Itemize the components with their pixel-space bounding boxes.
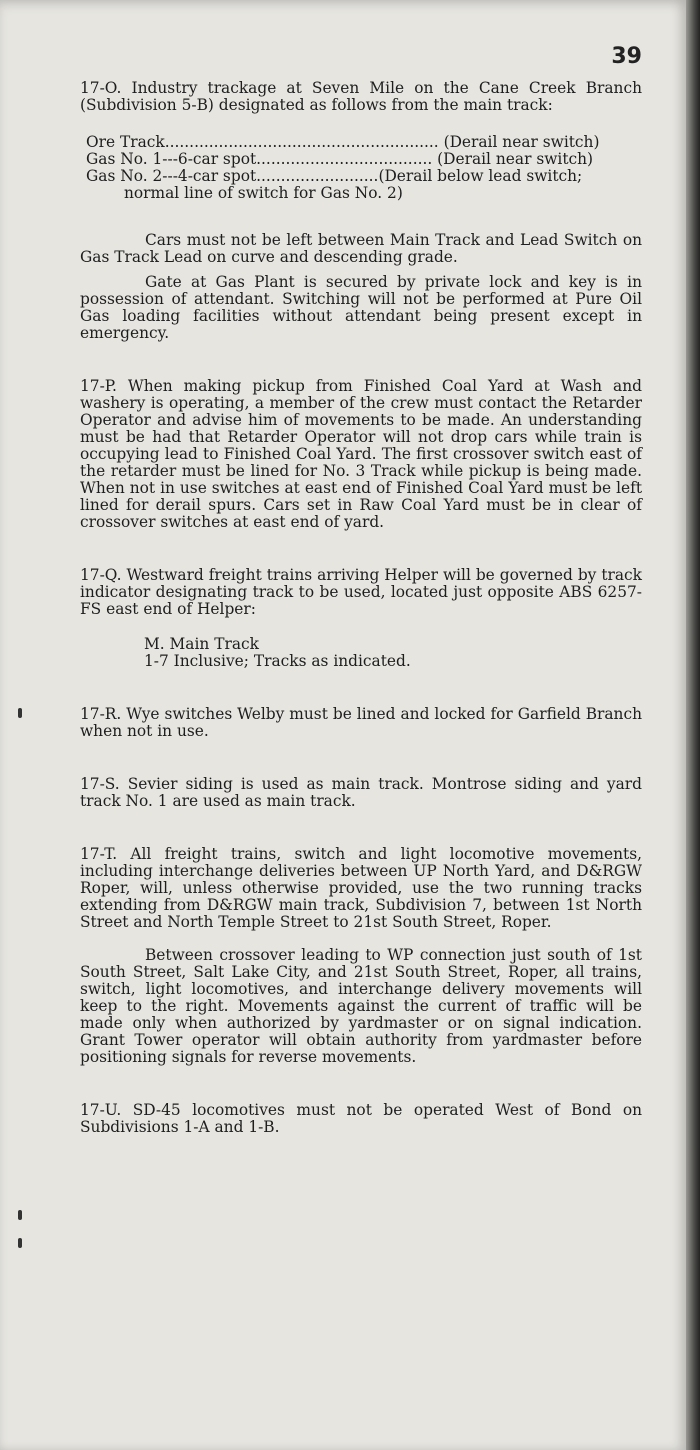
rule-17-s	[80, 776, 642, 810]
track-list	[86, 134, 642, 202]
rule-17-s-text: 17-S. Sevier siding is used as main track. Montrose siding and yard track No. 1 are used as main track.	[80, 775, 642, 810]
rule-17-q-text: 17-Q. Westward freight trains arriving Helper will be governed by track indicator designating track to be used, located just opposite ABS 6257-FS east end of Helper:	[80, 566, 642, 618]
page-number: 39	[611, 44, 642, 69]
binding-mark	[18, 708, 22, 718]
rule-17-u	[80, 1102, 642, 1136]
rule-17-t-para2: Between crossover leading to WP connection just south of 1st South Street, Salt Lake City, and 21st South Street, Roper, all trains, switch, light locomotives, and interchange delivery movements will keep to the right. Movements against the current of traffic will be made only when authorized by yardmaster or on signal indication. Grant Tower operator will obtain authority from yardmaster before positioning signals for reverse movements.	[80, 946, 642, 1066]
rule-17-r	[80, 706, 642, 740]
page-content	[80, 80, 642, 1172]
indicator-main-track: M. Main Track	[144, 635, 259, 653]
rule-17-p	[80, 378, 642, 531]
track-indicator-list	[144, 636, 642, 670]
rule-17-q	[80, 567, 642, 670]
rule-17-p-text: 17-P. When making pickup from Finished Coal Yard at Wash and washery is operating, a member of the crew must contact the Retarder Operator and advise him of movements to be made. An understanding must be had that Retarder Operator will not drop cars while train is occupying lead to Finished Coal Yard. The first crossover switch east of the retarder must be lined for No. 3 Track while pickup is being made. When not in use switches at east end of Finished Coal Yard must be left lined for derail spurs. Cars set in Raw Coal Yard must be in clear of crossover switches at east end of yard.	[80, 377, 642, 531]
track-ore: Ore Track........................................................ (Derail near switch)	[86, 133, 600, 151]
track-gas-2: Gas No. 2---4-car spot.........................(Derail below lead switch;	[86, 167, 583, 185]
track-gas-2-note: normal line of switch for Gas No. 2)	[124, 184, 403, 202]
binding-mark	[18, 1238, 22, 1248]
binding-mark	[18, 1210, 22, 1220]
rule-17-o-text: 17-O. Industry trackage at Seven Mile on the Cane Creek Branch (Subdivision 5-B) designated as follows from the main track:	[80, 79, 642, 114]
rule-17-o	[80, 80, 642, 342]
rule-17-r-text: 17-R. Wye switches Welby must be lined and locked for Garfield Branch when not in use.	[80, 705, 642, 740]
rule-17-t-text: 17-T. All freight trains, switch and light locomotive movements, including interchange deliveries between UP North Yard, and D&RGW Roper, will, unless otherwise provided, use the two running tracks extending from D&RGW main track, Subdivision 7, between 1st North Street and North Temple Street to 21st South Street, Roper.	[80, 845, 642, 931]
track-gas-1: Gas No. 1---6-car spot.................................... (Derail near switch)	[86, 150, 594, 168]
indicator-tracks: 1-7 Inclusive; Tracks as indicated.	[144, 652, 411, 670]
rule-17-o-para2: Gate at Gas Plant is secured by private lock and key is in possession of attendant. Switching will not be performed at Pure Oil Gas loading facilities without attendant being present except in emergency.	[80, 273, 642, 342]
rule-17-o-para1: Cars must not be left between Main Track and Lead Switch on Gas Track Lead on curve and descending grade.	[80, 231, 642, 266]
rule-17-u-text: 17-U. SD-45 locomotives must not be operated West of Bond on Subdivisions 1-A and 1-B.	[80, 1101, 642, 1136]
page-edge	[686, 0, 700, 1450]
rule-17-t	[80, 846, 642, 1066]
